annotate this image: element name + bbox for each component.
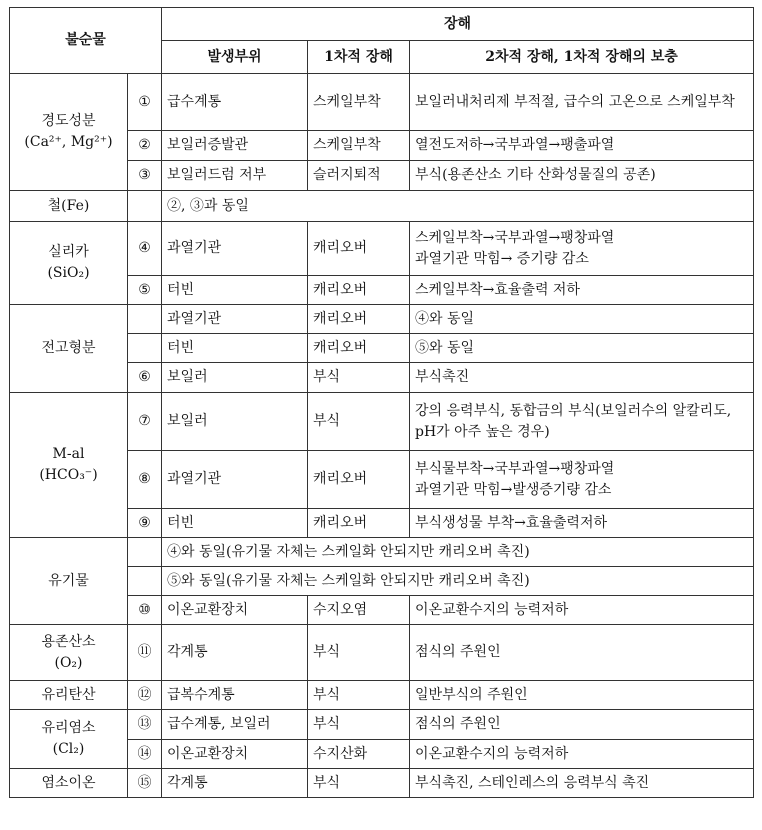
secondary-cell: 이온교환수지의 능력저하 [410,596,754,625]
impurity-m-alkalinity [10,393,128,538]
row-number: ④ [128,222,162,276]
merged-cell: ④와 동일(유기물 자체는 스케일화 안되지만 캐리오버 촉진) [162,538,754,567]
primary-cell: 스케일부착 [308,131,410,161]
row-number: ⑮ [128,769,162,798]
impurity-name: 실리카 [48,244,89,260]
primary-cell: 캐리오버 [308,305,410,334]
impurity-name: 용존산소 [41,633,96,650]
primary-cell: 부식 [308,393,410,451]
location-cell: 보일러 [162,393,308,451]
primary-cell: 부식 [308,710,410,740]
secondary-cell: 열전도저하→국부과열→팽출파열 [410,131,754,161]
impurity-free-chlorine [10,710,128,769]
table-row [10,191,754,222]
table-row [10,538,754,567]
impurity-dissolved-oxygen [10,625,128,681]
primary-cell: 수지오염 [308,596,410,625]
row-number: ⑪ [128,625,162,681]
impurity-total-solids: 전고형분 [10,305,128,393]
location-cell: 각계통 [162,625,308,681]
row-number: ⑤ [128,276,162,305]
table-row [10,393,754,451]
secondary-cell: ④와 동일 [410,305,754,334]
primary-cell: 스케일부착 [308,74,410,131]
table-row [10,710,754,740]
primary-cell: 부식 [308,769,410,798]
merged-cell: ⑤와 동일(유기물 자체는 스케일화 안되지만 캐리오버 촉진) [162,567,754,596]
row-number: ⑫ [128,681,162,710]
secondary-cell: 강의 응력부식, 동합금의 부식(보일러수의 알칼리도, pH가 아주 높은 경우) [410,393,754,451]
secondary-cell: 이온교환수지의 능력저하 [410,740,754,769]
location-cell: 터빈 [162,276,308,305]
impurity-iron: 철(Fe) [10,191,128,222]
secondary-cell: ⑤와 동일 [410,334,754,363]
secondary-cell: 부식생성물 부착→효율출력저하 [410,509,754,538]
primary-cell: 슬러지퇴적 [308,161,410,191]
row-number: ③ [128,161,162,191]
secondary-cell: 부식촉진, 스테인레스의 응력부식 촉진 [410,769,754,798]
impurity-name: 경도성분 [41,113,96,129]
secondary-cell: 일반부식의 주원인 [410,681,754,710]
secondary-cell: 스케일부착→효율출력 저하 [410,276,754,305]
primary-cell: 부식 [308,681,410,710]
location-cell: 터빈 [162,334,308,363]
secondary-line: 과열기관 막힘→발생증기량 감소 [415,481,612,498]
primary-cell: 부식 [308,363,410,393]
row-number: ⑩ [128,596,162,625]
header-damage: 장해 [162,8,754,41]
row-number: ⑬ [128,710,162,740]
location-cell: 과열기관 [162,222,308,276]
location-cell: 과열기관 [162,451,308,509]
row-number: ② [128,131,162,161]
secondary-cell: 보일러내처리제 부적절, 급수의 고온으로 스케일부착 [410,74,754,131]
secondary-line: 스케일부착→국부과열→팽창파열 [415,229,615,246]
secondary-cell: 점식의 주원인 [410,625,754,681]
header-location: 발생부위 [162,41,308,74]
table-row [10,305,754,334]
location-cell: 이온교환장치 [162,596,308,625]
impurity-free-co2: 유리탄산 [10,681,128,710]
row-number: ⑥ [128,363,162,393]
secondary-cell: 점식의 주원인 [410,710,754,740]
location-cell: 급수계통 [162,74,308,131]
table-row [10,625,754,681]
row-number [128,305,162,334]
secondary-line: 부식물부착→국부과열→팽창파열 [415,460,615,477]
table-row [10,222,754,276]
impurity-damage-table [9,7,754,798]
primary-cell: 부식 [308,625,410,681]
primary-cell: 캐리오버 [308,509,410,538]
impurity-hardness [10,74,128,191]
row-number [128,538,162,567]
location-cell: 과열기관 [162,305,308,334]
secondary-cell: 부식촉진 [410,363,754,393]
secondary-cell [410,222,754,276]
impurity-silica [10,222,128,305]
impurity-formula: (Ca²⁺, Mg²⁺) [24,134,113,150]
row-number: ⑨ [128,509,162,538]
impurity-name: 유리염소 [41,720,96,736]
location-cell: 각계통 [162,769,308,798]
table-row [10,74,754,131]
impurity-formula: (Cl₂) [52,741,85,757]
location-cell: 터빈 [162,509,308,538]
row-number [128,334,162,363]
merged-cell: ②, ③과 동일 [162,191,754,222]
impurity-formula: (SiO₂) [47,265,90,281]
primary-cell: 캐리오버 [308,451,410,509]
location-cell: 보일러증발관 [162,131,308,161]
impurity-formula: (O₂) [54,654,83,671]
impurity-name: M-al [52,446,85,462]
primary-cell: 수지산화 [308,740,410,769]
secondary-cell [410,451,754,509]
header-secondary: 2차적 장해, 1차적 장해의 보충 [410,41,754,74]
table-row [10,681,754,710]
header-impurity: 불순물 [10,8,162,74]
row-number: ① [128,74,162,131]
location-cell: 이온교환장치 [162,740,308,769]
impurity-organic: 유기물 [10,538,128,625]
row-number: ⑧ [128,451,162,509]
primary-cell: 캐리오버 [308,222,410,276]
location-cell: 보일러 [162,363,308,393]
header-primary: 1차적 장해 [308,41,410,74]
impurity-formula: (HCO₃⁻) [39,467,98,483]
location-cell: 급복수계통 [162,681,308,710]
row-number: ⑭ [128,740,162,769]
secondary-line: 과열기관 막힘→ 증기량 감소 [415,250,589,267]
location-cell: 급수계통, 보일러 [162,710,308,740]
location-cell: 보일러드럼 저부 [162,161,308,191]
table-row [10,769,754,798]
primary-cell: 캐리오버 [308,276,410,305]
impurity-chloride-ion: 염소이온 [10,769,128,798]
row-number: ⑦ [128,393,162,451]
secondary-cell: 부식(용존산소 기타 산화성물질의 공존) [410,161,754,191]
primary-cell: 캐리오버 [308,334,410,363]
row-number [128,191,162,222]
row-number [128,567,162,596]
